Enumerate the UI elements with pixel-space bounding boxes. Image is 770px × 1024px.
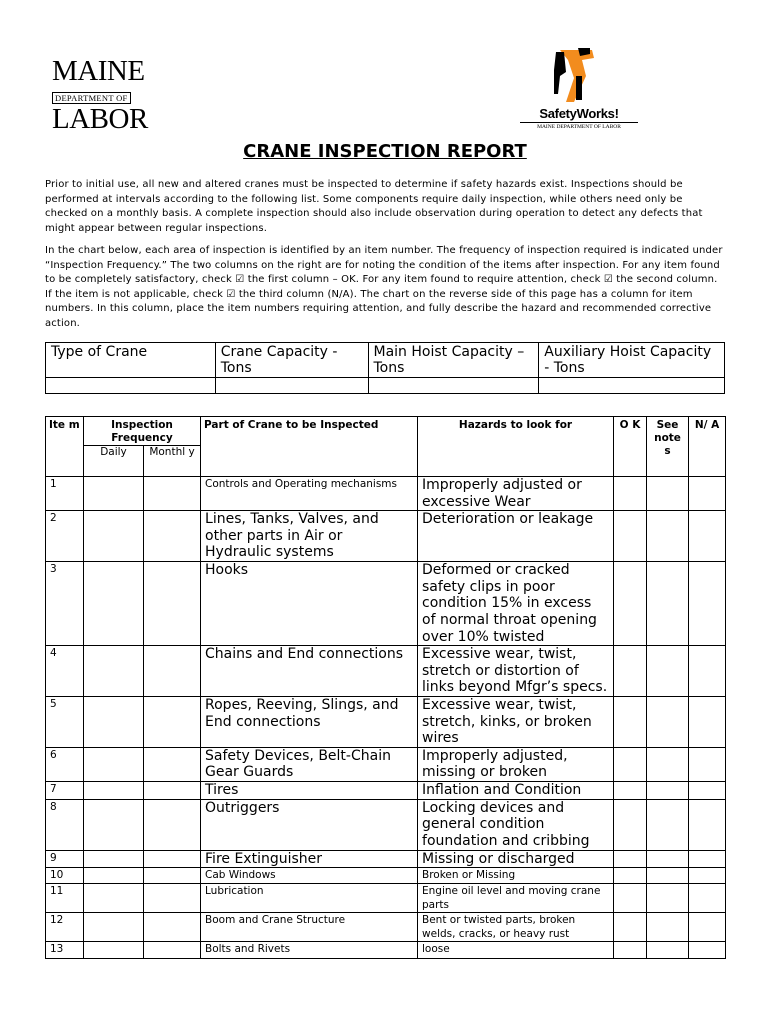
monthly-check-cell[interactable] bbox=[144, 884, 201, 913]
part-cell: Cab Windows bbox=[201, 868, 418, 884]
hazard-cell: Improperly adjusted or excessive Wear bbox=[418, 477, 614, 511]
see-notes-check-cell[interactable] bbox=[647, 799, 689, 850]
daily-check-cell[interactable] bbox=[84, 511, 144, 562]
col-frequency-header: Inspection Frequency bbox=[84, 417, 201, 446]
part-cell: Chains and End connections bbox=[201, 646, 418, 697]
see-notes-check-cell[interactable] bbox=[647, 868, 689, 884]
table-row bbox=[46, 477, 726, 511]
daily-check-cell[interactable] bbox=[84, 477, 144, 511]
maine-department-of-labor-logo bbox=[52, 56, 160, 134]
inspection-rows bbox=[46, 477, 726, 959]
table-row bbox=[46, 942, 726, 959]
part-cell: Lines, Tanks, Valves, and other parts in Air or Hydraulic systems bbox=[201, 511, 418, 562]
monthly-check-cell[interactable] bbox=[144, 646, 201, 697]
table-row bbox=[46, 511, 726, 562]
hazard-cell: Broken or Missing bbox=[418, 868, 614, 884]
col-daily-header: Daily bbox=[84, 446, 144, 477]
item-number-cell: 7 bbox=[46, 781, 84, 799]
hazard-cell: Inflation and Condition bbox=[418, 781, 614, 799]
part-cell: Tires bbox=[201, 781, 418, 799]
na-check-cell[interactable] bbox=[689, 562, 726, 646]
part-cell: Lubrication bbox=[201, 884, 418, 913]
part-cell: Outriggers bbox=[201, 799, 418, 850]
part-cell: Ropes, Reeving, Slings, and End connections bbox=[201, 696, 418, 747]
col-item-header: Ite m bbox=[46, 417, 84, 477]
monthly-check-cell[interactable] bbox=[144, 511, 201, 562]
item-number-cell: 4 bbox=[46, 646, 84, 697]
see-notes-check-cell[interactable] bbox=[647, 884, 689, 913]
item-number-cell: 8 bbox=[46, 799, 84, 850]
na-check-cell[interactable] bbox=[689, 511, 726, 562]
daily-check-cell[interactable] bbox=[84, 942, 144, 959]
hazard-cell: Excessive wear, twist, stretch or distortion of links beyond Mfgr’s specs. bbox=[418, 646, 614, 697]
monthly-check-cell[interactable] bbox=[144, 747, 201, 781]
na-check-cell[interactable] bbox=[689, 942, 726, 959]
item-number-cell: 5 bbox=[46, 696, 84, 747]
col-see-notes-header: See note s bbox=[647, 417, 689, 477]
monthly-check-cell[interactable] bbox=[144, 868, 201, 884]
monthly-check-cell[interactable] bbox=[144, 477, 201, 511]
crane-info-header-row bbox=[46, 343, 725, 378]
see-notes-check-cell[interactable] bbox=[647, 646, 689, 697]
daily-check-cell[interactable] bbox=[84, 646, 144, 697]
main-hoist-capacity-field[interactable] bbox=[368, 378, 539, 394]
daily-check-cell[interactable] bbox=[84, 913, 144, 942]
table-row bbox=[46, 913, 726, 942]
part-cell: Safety Devices, Belt-Chain Gear Guards bbox=[201, 747, 418, 781]
ok-check-cell[interactable] bbox=[614, 562, 647, 646]
item-number-cell: 11 bbox=[46, 884, 84, 913]
ok-check-cell[interactable] bbox=[614, 942, 647, 959]
table-row bbox=[46, 799, 726, 850]
part-cell: Boom and Crane Structure bbox=[201, 913, 418, 942]
main-hoist-capacity-label: Main Hoist Capacity – Tons bbox=[368, 343, 539, 378]
col-part-header: Part of Crane to be Inspected bbox=[201, 417, 418, 477]
hazard-cell: Bent or twisted parts, broken welds, cracks, or heavy rust bbox=[418, 913, 614, 942]
monthly-check-cell[interactable] bbox=[144, 781, 201, 799]
safetyworks-brand: SafetyWorks! bbox=[539, 106, 619, 121]
see-notes-check-cell[interactable] bbox=[647, 913, 689, 942]
table-row bbox=[46, 562, 726, 646]
col-monthly-header: Monthl y bbox=[144, 446, 201, 477]
hazard-cell: Deformed or cracked safety clips in poor condition 15% in excess of normal throat opening over 10% twisted bbox=[418, 562, 614, 646]
na-check-cell[interactable] bbox=[689, 696, 726, 747]
na-check-cell[interactable] bbox=[689, 477, 726, 511]
see-notes-check-cell[interactable] bbox=[647, 477, 689, 511]
ok-check-cell[interactable] bbox=[614, 781, 647, 799]
table-row bbox=[46, 646, 726, 697]
see-notes-check-cell[interactable] bbox=[647, 511, 689, 562]
ok-check-cell[interactable] bbox=[614, 511, 647, 562]
ok-check-cell[interactable] bbox=[614, 868, 647, 884]
logo-line-department: DEPARTMENT OF bbox=[52, 92, 131, 104]
monthly-check-cell[interactable] bbox=[144, 696, 201, 747]
see-notes-check-cell[interactable] bbox=[647, 942, 689, 959]
hazard-cell: Improperly adjusted, missing or broken bbox=[418, 747, 614, 781]
item-number-cell: 1 bbox=[46, 477, 84, 511]
logo-line-labor: LABOR bbox=[52, 103, 148, 135]
na-check-cell[interactable] bbox=[689, 646, 726, 697]
hazard-cell: Locking devices and general condition foundation and cribbing bbox=[418, 799, 614, 850]
daily-check-cell[interactable] bbox=[84, 850, 144, 868]
table-row bbox=[46, 781, 726, 799]
see-notes-check-cell[interactable] bbox=[647, 696, 689, 747]
na-check-cell[interactable] bbox=[689, 781, 726, 799]
item-number-cell: 3 bbox=[46, 562, 84, 646]
ok-check-cell[interactable] bbox=[614, 646, 647, 697]
table-row bbox=[46, 747, 726, 781]
table-row bbox=[46, 884, 726, 913]
crane-info-input-row bbox=[46, 378, 725, 394]
part-cell: Hooks bbox=[201, 562, 418, 646]
daily-check-cell[interactable] bbox=[84, 747, 144, 781]
na-check-cell[interactable] bbox=[689, 913, 726, 942]
na-check-cell[interactable] bbox=[689, 850, 726, 868]
daily-check-cell[interactable] bbox=[84, 781, 144, 799]
na-check-cell[interactable] bbox=[689, 799, 726, 850]
col-ok-header: O K bbox=[614, 417, 647, 477]
ok-check-cell[interactable] bbox=[614, 747, 647, 781]
see-notes-check-cell[interactable] bbox=[647, 562, 689, 646]
part-cell: Fire Extinguisher bbox=[201, 850, 418, 868]
safetyworks-figure-icon bbox=[552, 46, 600, 104]
table-row bbox=[46, 850, 726, 868]
crane-info-table bbox=[45, 342, 725, 394]
daily-check-cell[interactable] bbox=[84, 884, 144, 913]
daily-check-cell[interactable] bbox=[84, 696, 144, 747]
see-notes-check-cell[interactable] bbox=[647, 781, 689, 799]
col-na-header: N/ A bbox=[689, 417, 726, 477]
part-cell: Controls and Operating mechanisms bbox=[201, 477, 418, 511]
aux-hoist-capacity-field[interactable] bbox=[539, 378, 725, 394]
table-row bbox=[46, 696, 726, 747]
item-number-cell: 2 bbox=[46, 511, 84, 562]
inspection-header-row bbox=[46, 417, 726, 446]
ok-check-cell[interactable] bbox=[614, 884, 647, 913]
hazard-cell: Engine oil level and moving crane parts bbox=[418, 884, 614, 913]
item-number-cell: 10 bbox=[46, 868, 84, 884]
ok-check-cell[interactable] bbox=[614, 850, 647, 868]
hazard-cell: Missing or discharged bbox=[418, 850, 614, 868]
daily-check-cell[interactable] bbox=[84, 799, 144, 850]
na-check-cell[interactable] bbox=[689, 884, 726, 913]
monthly-check-cell[interactable] bbox=[144, 913, 201, 942]
monthly-check-cell[interactable] bbox=[144, 942, 201, 959]
see-notes-check-cell[interactable] bbox=[647, 747, 689, 781]
monthly-check-cell[interactable] bbox=[144, 850, 201, 868]
page-title: CRANE INSPECTION REPORT bbox=[243, 141, 527, 162]
ok-check-cell[interactable] bbox=[614, 696, 647, 747]
item-number-cell: 6 bbox=[46, 747, 84, 781]
safetyworks-sub: MAINE DEPARTMENT OF LABOR bbox=[520, 122, 638, 130]
daily-check-cell[interactable] bbox=[84, 562, 144, 646]
part-cell: Bolts and Rivets bbox=[201, 942, 418, 959]
crane-capacity-label: Crane Capacity - Tons bbox=[215, 343, 368, 378]
intro-paragraph: Prior to initial use, all new and altered cranes must be inspected to determine if safety hazards exist. Inspections should be performed at intervals according to the following list. Some components require daily inspection, while others need only be checked on a monthly basis. A complete inspection should also include observation during operation to detect any defects that might appear between regular inspections. bbox=[45, 179, 703, 234]
ok-check-cell[interactable] bbox=[614, 913, 647, 942]
daily-check-cell[interactable] bbox=[84, 868, 144, 884]
monthly-check-cell[interactable] bbox=[144, 799, 201, 850]
item-number-cell: 9 bbox=[46, 850, 84, 868]
item-number-cell: 13 bbox=[46, 942, 84, 959]
hazard-cell: Deterioration or leakage bbox=[418, 511, 614, 562]
ok-check-cell[interactable] bbox=[614, 477, 647, 511]
type-of-crane-field[interactable] bbox=[46, 378, 216, 394]
see-notes-check-cell[interactable] bbox=[647, 850, 689, 868]
crane-capacity-field[interactable] bbox=[215, 378, 368, 394]
table-row bbox=[46, 868, 726, 884]
ok-check-cell[interactable] bbox=[614, 799, 647, 850]
hazard-cell: Excessive wear, twist, stretch, kinks, or broken wires bbox=[418, 696, 614, 747]
item-number-cell: 12 bbox=[46, 913, 84, 942]
aux-hoist-capacity-label: Auxiliary Hoist Capacity - Tons bbox=[539, 343, 725, 378]
instructions-paragraph: In the chart below, each area of inspection is identified by an item number. The frequency of inspection required is indicated under “Inspection Frequency.” The two columns on the right are for noting the condition of the items after inspection. For any item found to be completely satisfactory, check ☑ the first column – OK. For any item found to require attention, check ☑ the second column. If the item is not applicable, check ☑ the third column (N/A). The chart on the reverse side of this page has a column for item numbers. In this column, place the item numbers requiring attention, and fully describe the hazard and recommended corrective action. bbox=[45, 245, 723, 329]
monthly-check-cell[interactable] bbox=[144, 562, 201, 646]
safetyworks-logo bbox=[516, 46, 636, 132]
col-hazards-header: Hazards to look for bbox=[418, 417, 614, 477]
inspection-table bbox=[45, 416, 726, 959]
hazard-cell: loose bbox=[418, 942, 614, 959]
na-check-cell[interactable] bbox=[689, 868, 726, 884]
na-check-cell[interactable] bbox=[689, 747, 726, 781]
logo-line-maine: MAINE bbox=[52, 55, 145, 87]
type-of-crane-label: Type of Crane bbox=[46, 343, 216, 378]
